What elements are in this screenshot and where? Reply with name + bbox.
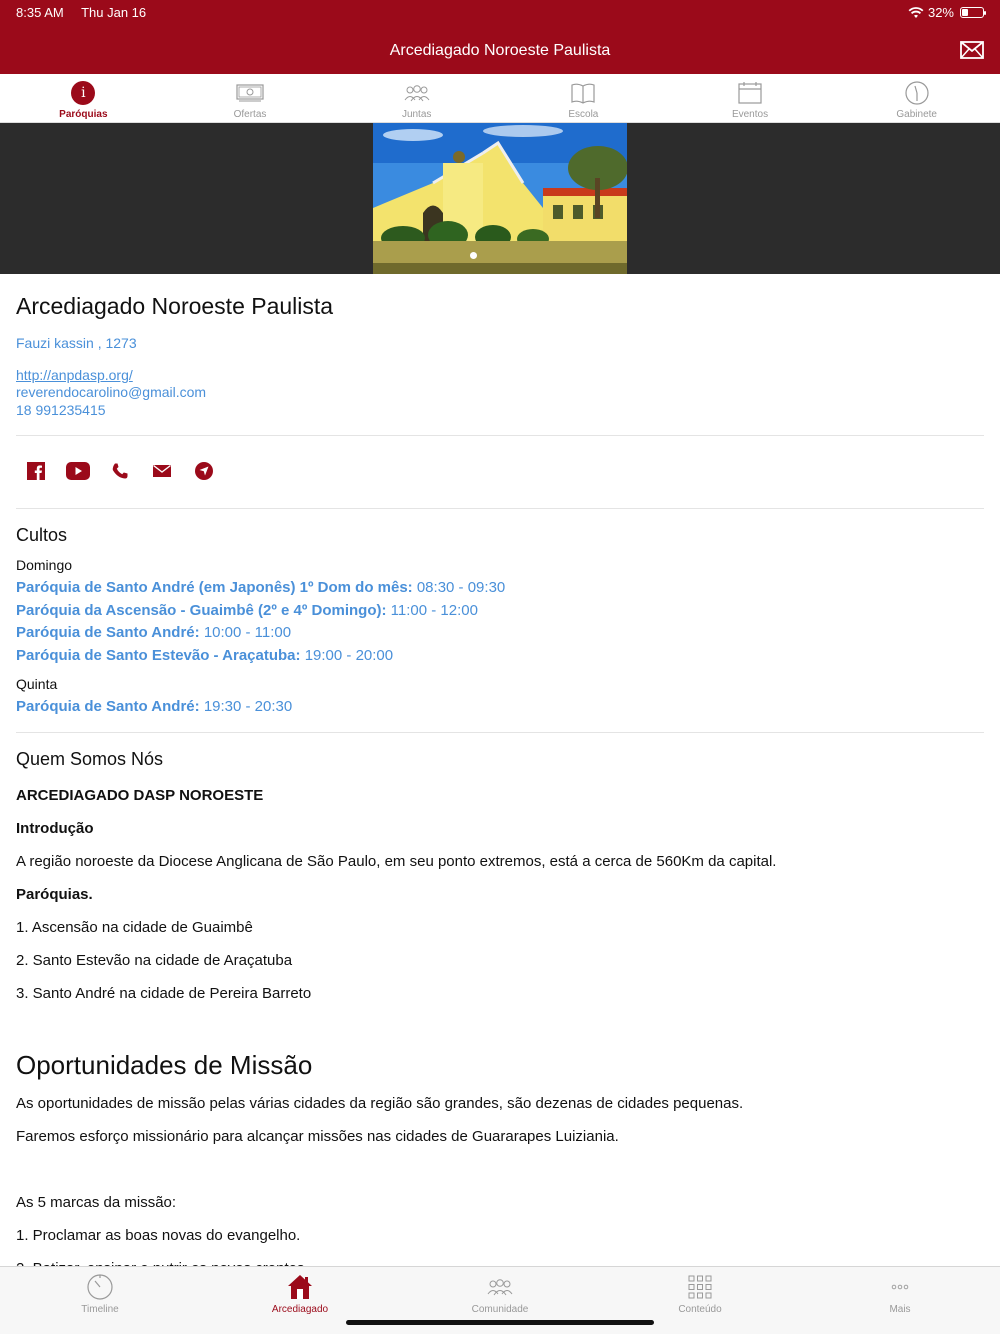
service-name: Paróquia de Santo Estevão - Araçatuba: [16, 646, 301, 664]
marks-title: As 5 marcas da missão: [16, 1193, 177, 1211]
top-tab-bar [0, 74, 1000, 123]
service-item [16, 645, 984, 668]
service-time: 08:30 - 09:30 [416, 579, 506, 596]
parish-item: 2. Santo Estevão na cidade de Araçatuba [16, 951, 293, 969]
battery-percent: 32% [927, 5, 954, 20]
info-icon: i [71, 81, 95, 105]
top-bar [0, 0, 1000, 74]
youtube-icon [66, 462, 90, 480]
day-label: Quinta [16, 676, 58, 692]
mail-icon [153, 464, 171, 478]
divider [16, 508, 984, 509]
book-icon [570, 82, 596, 104]
church-icon [286, 1273, 314, 1301]
website-link[interactable]: http://anpdasp.org/ [16, 367, 133, 383]
facebook-icon [27, 462, 45, 480]
mail-icon[interactable] [960, 41, 984, 59]
day-label: Domingo [16, 557, 73, 573]
calendar-icon [737, 81, 763, 105]
status-right [908, 5, 984, 20]
tab-label: Conteúdo [678, 1304, 722, 1315]
intro-title: Introdução [16, 819, 94, 837]
service-name: Paróquia de Santo André: [16, 624, 200, 641]
service-time: 19:30 - 20:30 [203, 698, 293, 715]
tab-label: Timeline [81, 1304, 119, 1315]
parish-item: 1. Ascensão na cidade de Guaimbê [16, 918, 253, 936]
more-icon [886, 1273, 914, 1301]
community-icon [486, 1273, 514, 1301]
about-title: Quem Somos Nós [16, 748, 164, 769]
nav-title: Arcediagado Noroeste Paulista [389, 42, 611, 59]
service-name: Paróquia de Santo André: [16, 698, 200, 715]
service-item [16, 600, 984, 623]
church-name: Arcediagado Noroeste Paulista [16, 293, 334, 319]
money-icon [236, 83, 264, 103]
tab-label: Escola [568, 109, 599, 120]
phone-button[interactable] [100, 456, 140, 486]
tab-paroquias[interactable] [0, 74, 167, 122]
status-date: Thu Jan 16 [81, 5, 147, 20]
navigation-icon [194, 461, 214, 481]
status-time: 8:35 AM [16, 5, 64, 20]
service-time: 19:00 - 20:00 [304, 646, 394, 664]
social-links [16, 436, 984, 508]
home-indicator[interactable] [346, 1320, 654, 1325]
content [16, 274, 984, 1277]
directions-button[interactable] [184, 456, 224, 486]
tab-label: Comunidade [471, 1304, 529, 1315]
phone-icon [111, 462, 129, 480]
service-time: 11:00 - 12:00 [390, 601, 478, 619]
tab-label: Arcediagado [271, 1304, 329, 1315]
mission-paragraph: Faremos esforço missionário para alcançar missões nas cidades de Guararapes Luiziania. [16, 1127, 619, 1145]
tab-label: Eventos [731, 109, 769, 120]
service-time: 10:00 - 11:00 [203, 624, 292, 641]
tab-label: Ofertas [233, 109, 267, 120]
church-address[interactable]: Fauzi kassin , 1273 [16, 335, 137, 351]
parish-item: 3. Santo André na cidade de Pereira Barreto [16, 984, 312, 1002]
service-item [16, 696, 984, 719]
tab-eventos[interactable] [667, 74, 834, 122]
service-item [16, 622, 984, 645]
status-bar [16, 5, 160, 20]
tab-label: Mais [889, 1304, 911, 1315]
clock-icon [904, 80, 930, 106]
tab-juntas[interactable] [333, 74, 500, 122]
service-name: Paróquia de Santo André (em Japonês) 1º Dom do mês: [16, 579, 413, 596]
tab-label: Gabinete [896, 109, 937, 120]
divider [16, 732, 984, 733]
parishes-title: Paróquias. [16, 885, 93, 903]
page-indicator-dot[interactable] [470, 252, 477, 259]
youtube-button[interactable] [58, 456, 98, 486]
church-photo [373, 123, 627, 274]
service-item [16, 577, 984, 600]
cultos-title: Cultos [16, 525, 68, 545]
grid-icon [686, 1273, 714, 1301]
wifi-icon [908, 7, 924, 19]
cultos-day [16, 676, 984, 719]
tab-escola[interactable] [500, 74, 667, 122]
hero-carousel[interactable] [0, 123, 1000, 274]
timeline-icon [86, 1273, 114, 1301]
mission-paragraph: As oportunidades de missão pelas várias cidades da região são grandes, são dezenas de cidades pequenas. [16, 1094, 744, 1112]
about-heading: ARCEDIAGADO DASP NOROESTE [16, 786, 264, 804]
phone-link[interactable]: 18 991235415 [16, 402, 106, 418]
tab-gabinete[interactable] [833, 74, 1000, 122]
battery-icon [960, 7, 984, 18]
email-button[interactable] [142, 456, 182, 486]
mission-title: Oportunidades de Missão [16, 1049, 313, 1080]
tab-label: Juntas [401, 109, 432, 120]
tab-mais[interactable] [800, 1267, 1000, 1334]
email-link[interactable]: reverendocarolino@gmail.com [16, 384, 207, 400]
tab-ofertas[interactable] [167, 74, 334, 122]
tab-label: Paróquias [59, 109, 108, 120]
facebook-button[interactable] [16, 456, 56, 486]
cultos-day [16, 557, 984, 667]
service-name: Paróquia da Ascensão - Guaimbê (2º e 4º Domingo): [16, 601, 387, 619]
people-icon [403, 83, 431, 103]
mark-item: 1. Proclamar as boas novas do evangelho. [16, 1226, 301, 1244]
tab-timeline[interactable] [0, 1267, 200, 1334]
intro-text: A região noroeste da Diocese Anglicana de São Paulo, em seu ponto extremos, está a cerca de 560Km da capital. [16, 852, 777, 870]
